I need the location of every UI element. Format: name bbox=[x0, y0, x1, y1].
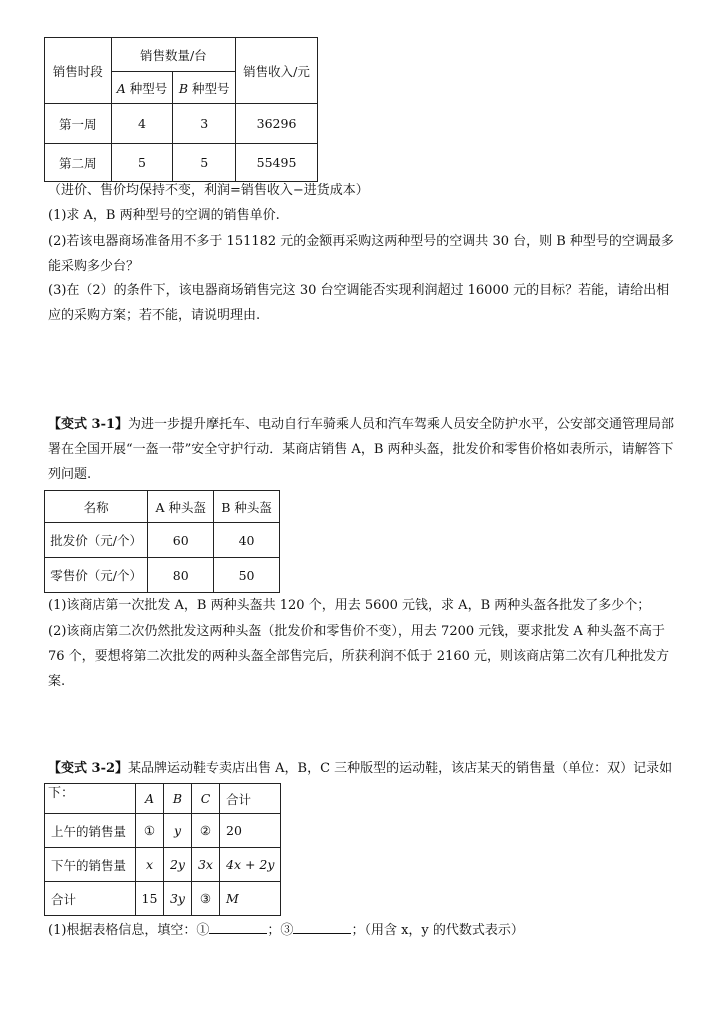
cell-a: x bbox=[136, 848, 164, 882]
sales-table bbox=[44, 37, 318, 182]
cell-revenue: 36296 bbox=[236, 104, 318, 144]
fill-hint: ；（用含 x，y 的代数式表示） bbox=[351, 923, 524, 938]
variant-tag: 【变式 3-1】 bbox=[48, 417, 129, 432]
cell-a: 60 bbox=[148, 523, 214, 558]
row-label: 第二周 bbox=[45, 144, 112, 182]
header-period: 销售时段 bbox=[45, 38, 112, 104]
row-label: 上午的销售量 bbox=[45, 814, 136, 848]
table-row bbox=[45, 104, 318, 144]
row-label: 批发价（元/个） bbox=[45, 523, 148, 558]
cell-a: 5 bbox=[111, 144, 173, 182]
cell-b: 40 bbox=[214, 523, 280, 558]
table-row bbox=[45, 523, 280, 558]
header-a: A bbox=[136, 784, 164, 814]
profit-note: （进价、售价均保持不变，利润=销售收入−进货成本） bbox=[48, 183, 369, 198]
question-1: (1)求 A，B 两种型号的空调的销售单价. bbox=[48, 208, 280, 223]
row-label: 零售价（元/个） bbox=[45, 558, 148, 593]
header-helmet-b: B 种头盔 bbox=[214, 491, 280, 523]
table-row bbox=[45, 814, 281, 848]
shoe-sales-table bbox=[44, 783, 281, 916]
cell-total: 4x + 2y bbox=[220, 848, 281, 882]
row-label: 下午的销售量 bbox=[45, 848, 136, 882]
helmet-question-2: (2)该商店第二次仍然批发这两种头盔（批发价和零售价不变），用去 7200 元钱，要求批发 A 种头盔不高于 76 个，要想将第二次批发的两种头盔全部售完后，所获利润不低于 2160 元，则该商店第二次有几种批发方案. bbox=[48, 624, 670, 689]
cell-total: 20 bbox=[220, 814, 281, 848]
cell-a: 15 bbox=[136, 882, 164, 916]
variant-text: 为进一步提升摩托车、电动自行车骑乘人员和汽车驾乘人员安全防护水平，公安部交通管理局部署在全国开展“一盔一带”安全守护行动．某商店销售 A，B 两种头盔，批发价和零售价格如表所示，请解答下列问题. bbox=[48, 417, 675, 482]
cell-a: ① bbox=[136, 814, 164, 848]
helmet-question-1: (1)该商店第一次批发 A，B 两种头盔共 120 个，用去 5600 元钱，求 A，B 两种头盔各批发了多少个； bbox=[48, 598, 651, 613]
cell-b: y bbox=[164, 814, 192, 848]
table-row bbox=[45, 144, 318, 182]
header-model-a: A 种型号 bbox=[111, 72, 173, 104]
header-revenue: 销售收入/元 bbox=[236, 38, 318, 104]
header-blank bbox=[45, 784, 136, 814]
cell-b: 5 bbox=[173, 144, 236, 182]
header-name: 名称 bbox=[45, 491, 148, 523]
header-total: 合计 bbox=[220, 784, 281, 814]
row-label: 第一周 bbox=[45, 104, 112, 144]
variant-tag: 【变式 3-2】 bbox=[48, 761, 129, 776]
cell-a: 4 bbox=[111, 104, 173, 144]
blank-3 bbox=[293, 919, 351, 934]
header-quantity: 销售数量/台 bbox=[111, 38, 235, 72]
cell-total: M bbox=[220, 882, 281, 916]
cell-b: 50 bbox=[214, 558, 280, 593]
question-3: (3)在（2）的条件下，该电器商场销售完这 30 台空调能否实现利润超过 16000 元的目标？若能，请给出相应的采购方案；若不能，请说明理由. bbox=[48, 283, 670, 323]
table-row bbox=[45, 882, 281, 916]
cell-c: ③ bbox=[192, 882, 220, 916]
cell-b: 3y bbox=[164, 882, 192, 916]
cell-b: 3 bbox=[173, 104, 236, 144]
table-row bbox=[45, 848, 281, 882]
cell-a: 80 bbox=[148, 558, 214, 593]
header-helmet-a: A 种头盔 bbox=[148, 491, 214, 523]
question-2: (2)若该电器商场准备用不多于 151182 元的金额再采购这两种型号的空调共 30 台，则 B 种型号的空调最多能采购多少台？ bbox=[48, 234, 674, 274]
cell-b: 2y bbox=[164, 848, 192, 882]
shoe-question-1 bbox=[48, 918, 678, 943]
table-row bbox=[45, 558, 280, 593]
fill-prompt: (1)根据表格信息，填空：① bbox=[48, 923, 210, 938]
cell-revenue: 55495 bbox=[236, 144, 318, 182]
helmet-price-table bbox=[44, 490, 280, 593]
row-label: 合计 bbox=[45, 882, 136, 916]
header-model-b: B 种型号 bbox=[173, 72, 236, 104]
blank-1 bbox=[209, 919, 267, 934]
header-c: C bbox=[192, 784, 220, 814]
variant-3-1-intro bbox=[48, 412, 678, 487]
variant-text: 某品牌运动鞋专卖店出售 A，B，C 三种版型的运动鞋，该店某天的销售量（单位：双）记录如下： bbox=[48, 761, 673, 801]
cell-c: ② bbox=[192, 814, 220, 848]
header-b: B bbox=[164, 784, 192, 814]
cell-c: 3x bbox=[192, 848, 220, 882]
fill-sep: ；③ bbox=[267, 923, 294, 938]
